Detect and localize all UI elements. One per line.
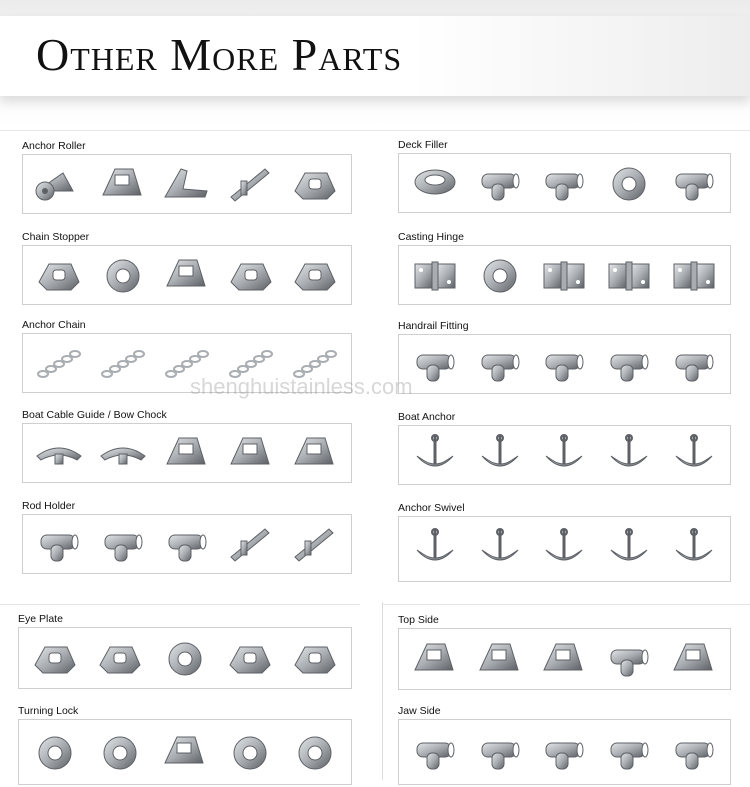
hinge-part-image [668, 252, 720, 298]
section-title: Boat Cable Guide / Bow Chock [22, 409, 167, 421]
rail-part-image [225, 521, 277, 567]
parts-frame [398, 516, 731, 582]
tube-part-image [538, 729, 590, 775]
anchor-part-image [409, 432, 461, 478]
tube-part-image [668, 341, 720, 387]
bracket-part-image [159, 729, 211, 775]
chain-part-image [97, 340, 149, 386]
chain-part-image [161, 340, 213, 386]
chain-part-image [289, 340, 341, 386]
tube-part-image [409, 729, 461, 775]
section-title: Anchor Chain [22, 319, 86, 331]
section-jaw-side [398, 705, 731, 787]
section-top-side [398, 614, 731, 692]
section-title: Anchor Roller [22, 140, 86, 152]
section-title: Rod Holder [22, 500, 76, 512]
bracket-part-image [538, 636, 590, 682]
roller-part-image [33, 161, 85, 207]
ring-part-image [603, 160, 655, 206]
tube-part-image [97, 521, 149, 567]
anchor-part-image [474, 526, 526, 572]
anchor-part-image [668, 526, 720, 572]
ring-part-image [224, 729, 276, 775]
chain-part-image [225, 340, 277, 386]
ring-part-image [289, 729, 341, 775]
hinge-part-image [603, 252, 655, 298]
ring-part-image [29, 729, 81, 775]
divider-left [0, 604, 360, 605]
section-chain-stopper [22, 231, 352, 307]
banner [0, 0, 750, 126]
section-title: Handrail Fitting [398, 320, 469, 332]
section-deck-filler [398, 139, 731, 215]
watermark: shenghuistainless.com [190, 374, 413, 399]
plate-part-image [94, 635, 146, 681]
bracket-part-image [225, 430, 277, 476]
parts-frame [398, 628, 731, 690]
section-title: Top Side [398, 614, 439, 626]
anchor-part-image [668, 432, 720, 478]
anchor-part-image [474, 432, 526, 478]
tube-part-image [33, 521, 85, 567]
parts-frame [18, 719, 352, 785]
section-anchor-chain [22, 319, 352, 395]
chain-part-image [33, 340, 85, 386]
parts-frame [22, 245, 352, 305]
anchor-part-image [538, 526, 590, 572]
hinge-part-image [538, 252, 590, 298]
section-title: Eye Plate [18, 613, 63, 625]
bracket-part-image [289, 430, 341, 476]
hinge-part-image [409, 252, 461, 298]
divider [0, 130, 750, 131]
bracket-part-image [161, 430, 213, 476]
rail-part-image [225, 161, 277, 207]
section-rod-holder [22, 500, 352, 576]
cleat-part-image [97, 430, 149, 476]
page-title: Other More Parts [36, 29, 403, 80]
section-title: Anchor Swivel [398, 502, 465, 514]
parts-frame [22, 514, 352, 574]
divider-right [383, 604, 750, 605]
tube-part-image [603, 341, 655, 387]
plate-part-image [289, 252, 341, 298]
tube-part-image [538, 160, 590, 206]
cleat-part-image [33, 430, 85, 476]
anchor-part-image [603, 526, 655, 572]
tube-part-image [409, 341, 461, 387]
section-title: Turning Lock [18, 705, 79, 717]
bracket-part-image [161, 252, 213, 298]
rail-part-image [289, 521, 341, 567]
tube-part-image [474, 729, 526, 775]
section-casting-hinge [398, 231, 731, 307]
parts-frame [398, 719, 731, 785]
tube-part-image [538, 341, 590, 387]
tube-part-image [474, 341, 526, 387]
cap-part-image [409, 160, 461, 206]
plate-part-image [224, 635, 276, 681]
anchor-part-image [409, 526, 461, 572]
ring-part-image [97, 252, 149, 298]
arm-part-image [161, 161, 213, 207]
section-title: Casting Hinge [398, 231, 464, 243]
section-anchor-swivel [398, 502, 731, 584]
section-boat-cable-guide-bow-chock [22, 409, 352, 485]
anchor-part-image [603, 432, 655, 478]
plate-part-image [225, 252, 277, 298]
section-title: Boat Anchor [398, 411, 456, 423]
parts-frame [22, 154, 352, 214]
tube-part-image [668, 729, 720, 775]
parts-frame [398, 245, 731, 305]
parts-frame [22, 333, 352, 393]
tube-part-image [603, 729, 655, 775]
plate-part-image [289, 635, 341, 681]
section-boat-anchor [398, 411, 731, 487]
plate-part-image [33, 252, 85, 298]
bracket-part-image [474, 636, 526, 682]
column-separator [382, 602, 383, 780]
parts-frame [18, 627, 352, 689]
section-title: Deck Filler [398, 139, 448, 151]
ring-part-image [474, 252, 526, 298]
tube-part-image [474, 160, 526, 206]
section-turning-lock [18, 705, 352, 787]
bracket-part-image [668, 636, 720, 682]
bracket-part-image [409, 636, 461, 682]
ring-part-image [159, 635, 211, 681]
anchor-part-image [538, 432, 590, 478]
section-title: Chain Stopper [22, 231, 90, 243]
tube-part-image [161, 521, 213, 567]
parts-frame [22, 423, 352, 483]
parts-frame [398, 425, 731, 485]
tube-part-image [668, 160, 720, 206]
ring-part-image [94, 729, 146, 775]
section-title: Jaw Side [398, 705, 441, 717]
parts-frame [398, 153, 731, 213]
bracket-part-image [97, 161, 149, 207]
plate-part-image [29, 635, 81, 681]
tube-part-image [603, 636, 655, 682]
section-eye-plate [18, 613, 352, 691]
plate-part-image [289, 161, 341, 207]
section-handrail-fitting [398, 320, 731, 396]
parts-frame [398, 334, 731, 394]
section-anchor-roller [22, 140, 352, 216]
